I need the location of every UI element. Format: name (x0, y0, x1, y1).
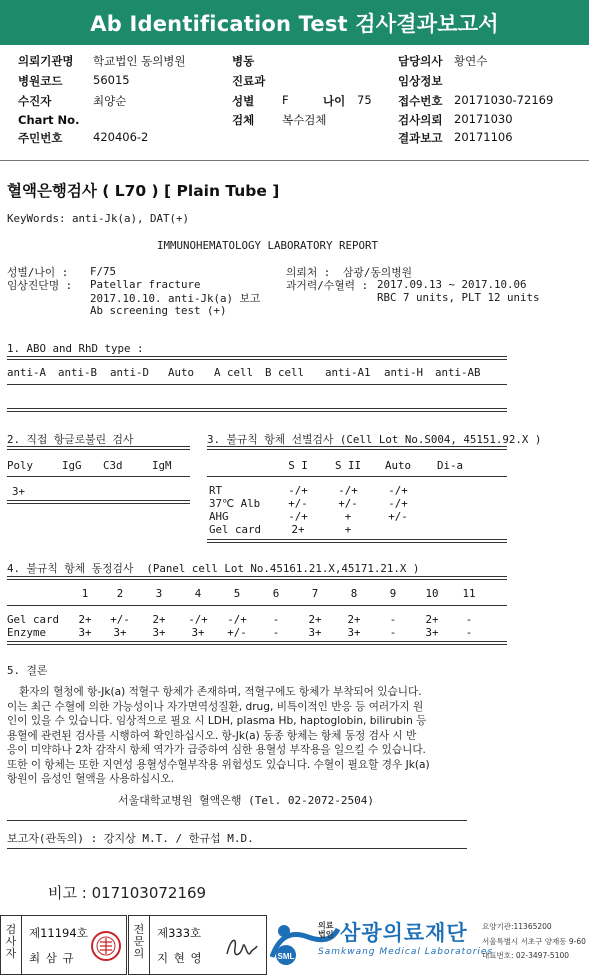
info-label: 의뢰기관명 (18, 54, 74, 68)
conclusion-line: 인이 있을 수 있습니다. 임상적으로 필요 시 LDH, plasma Hb, haptoglobin, bilirubin 등 (7, 715, 427, 727)
conclusion-line: 응이 미약하나 2차 감작시 항체 역가가 급증하여 심한 용혈성 부작용을 일으킬 수 있습니다. (7, 744, 426, 756)
sex-age-label: 성별/나이 : (7, 266, 75, 279)
panel-row-label: Enzyme (7, 626, 47, 639)
logo-text: SML (277, 952, 295, 961)
specialist-license: 제333호 (157, 926, 202, 940)
panel-value: - (465, 626, 473, 639)
org-small-2: 법인 (318, 930, 334, 939)
abo-header: anti-A (7, 366, 47, 379)
screen-header: Auto (384, 459, 411, 472)
screen-value: -/+ (288, 510, 308, 523)
abo-header: anti-D (110, 366, 150, 379)
panel-header: 9 (389, 587, 397, 600)
screen-header: Di-a (436, 459, 463, 472)
panel-value: -/+ (227, 613, 247, 626)
info-label: 병원코드 (18, 74, 63, 88)
diagnosis-line: 2017.10.10. anti-Jk(a) 보고 (90, 292, 261, 305)
panel-header: 3 (155, 587, 163, 600)
conclusion-line: 용혈에 관련된 검사를 시행하여 확인하십시오. 항-Jk(a) 동종 항체는 항체 동정 검사 시 반 (7, 729, 417, 742)
conclusion-line: 환자의 혈청에 항-Jk(a) 적혈구 항체가 존재하며, 적혈구에도 항체가 부착되어 있습니다. (19, 686, 422, 698)
panel-value: 3+ (113, 626, 127, 639)
dat-title: 2. 직접 항글로불린 검사 (7, 433, 134, 446)
signature-line: 서울대학교병원 혈액은행 (Tel. 02-2072-2504) (118, 794, 374, 807)
single-rule (7, 820, 467, 821)
screen-row-label: Gel card (209, 523, 262, 536)
remark: 비고 : 017103072169 (48, 884, 207, 902)
panel-header: 11 (462, 587, 476, 600)
examiner-license: 제11194호 (29, 926, 88, 940)
seal-stamp-icon (90, 930, 122, 962)
history-line: RBC 7 units, PLT 12 units (377, 291, 540, 304)
double-rule (7, 408, 507, 412)
panel-value: 2+ (308, 613, 322, 626)
double-rule (207, 539, 507, 543)
panel-value: 3+ (152, 626, 166, 639)
panel-value: 3+ (191, 626, 205, 639)
panel-value: 3+ (425, 626, 439, 639)
examiner-vertical-label: 검사자 (5, 923, 17, 960)
single-rule (7, 848, 467, 849)
single-rule (207, 476, 507, 477)
abo-header: anti-H (384, 366, 424, 379)
org-code: 요양기관:11365200 (482, 922, 552, 931)
panel-value: +/- (227, 626, 247, 639)
section-title: 혈액은행검사 ( L70 ) [ Plain Tube ] (7, 182, 280, 200)
info-label: 병동 (232, 54, 255, 68)
org-small-1: 의료 (318, 921, 334, 930)
report-title: Ab Identification Test 검사결과보고서 (90, 11, 499, 36)
panel-value: 3+ (78, 626, 92, 639)
info-label: 진료과 (232, 74, 266, 88)
double-rule (7, 576, 507, 580)
dat-header: IgM (152, 459, 172, 472)
single-rule (7, 476, 190, 477)
info-label: 접수번호 (398, 94, 443, 108)
conclusion-text (7, 685, 582, 787)
dat-header: IgG (62, 459, 82, 472)
diagnosis-label: 임상진단명 : (7, 279, 79, 292)
screen-value: -/+ (388, 484, 408, 497)
panel-row-label: Gel card (7, 613, 60, 626)
org-english: Samkwang Medical Laboratories (318, 947, 494, 957)
panel-value: 3+ (347, 626, 361, 639)
org-small-label (318, 921, 333, 939)
examiner-name: 최 삼 규 (29, 951, 75, 965)
info-label: Chart No. (18, 113, 80, 127)
abo-header: anti-B (58, 366, 98, 379)
info-label: 주민번호 (18, 131, 63, 145)
specialist-name: 지 현 영 (157, 951, 203, 965)
panel-header: 4 (194, 587, 202, 600)
referrer-value: 삼광/동의병원 (343, 266, 413, 279)
info-value: 황연수 (454, 54, 488, 68)
screen-header: S II (334, 459, 361, 472)
info-value: F (282, 93, 289, 107)
dat-header: Poly (7, 459, 34, 472)
divider (0, 160, 589, 161)
panel-header: 6 (272, 587, 280, 600)
examiner-box (0, 915, 127, 975)
info-label: 담당의사 (398, 54, 443, 68)
single-rule (7, 605, 507, 606)
info-label: 검체 (232, 113, 255, 127)
screen-row-label: RT (209, 484, 223, 497)
panel-value: 2+ (152, 613, 166, 626)
sex-age-value: F/75 (90, 265, 117, 278)
panel-value: 2+ (347, 613, 361, 626)
dat-header: C3d (103, 459, 123, 472)
panel-value: -/+ (188, 613, 208, 626)
double-rule (7, 446, 190, 450)
double-rule (7, 356, 507, 360)
screen-value: -/+ (388, 497, 408, 510)
info-label: 성별 (232, 94, 255, 108)
double-rule (207, 446, 507, 450)
info-label: 나이 (323, 94, 346, 108)
signature-icon (221, 930, 261, 966)
screen-header: S I (288, 459, 308, 472)
screen-row-label: 37℃ Alb (209, 497, 261, 510)
org-address: 서울특별시 서초구 양재동 9-60 (482, 937, 586, 946)
panel-header: 10 (425, 587, 439, 600)
keywords: KeyWords: anti-Jk(a), DAT(+) (7, 212, 190, 225)
abo-header: anti-AB (435, 366, 481, 379)
reporter: 보고자(관독의) : 강지상 M.T. / 한규섭 M.D. (7, 832, 254, 845)
screen-value: +/- (388, 510, 408, 523)
panel-value: - (272, 626, 280, 639)
history-line: 2017.09.13 ~ 2017.10.06 (377, 278, 527, 291)
single-rule (7, 384, 507, 385)
screen-value: + (344, 523, 352, 536)
double-rule (7, 500, 190, 504)
abo-header: anti-A1 (325, 366, 371, 379)
info-value: 학교법인 동의병원 (93, 54, 186, 68)
abo-header: Auto (168, 366, 195, 379)
screen-value: -/+ (288, 484, 308, 497)
screen-value: 2+ (291, 523, 305, 536)
info-value: 복수검체 (282, 113, 327, 127)
double-rule (7, 641, 507, 645)
panel-value: 3+ (308, 626, 322, 639)
info-label: 수진자 (18, 94, 52, 108)
panel-value: 2+ (78, 613, 92, 626)
diagnosis-line: Patellar fracture (90, 278, 201, 291)
history-label: 과거력/수혈력 : (286, 279, 375, 292)
info-label: 검사의뢰 (398, 113, 443, 127)
info-label: 결과보고 (398, 131, 443, 145)
info-label: 임상정보 (398, 74, 443, 88)
org-name: 삼광의료재단 (340, 921, 468, 945)
screen-row-label: AHG (209, 510, 229, 523)
diagnosis-line: Ab screening test (+) (90, 304, 227, 317)
panel-value: +/- (110, 613, 130, 626)
panel-value: 2+ (425, 613, 439, 626)
screen-value: +/- (288, 497, 308, 510)
screen-value: + (344, 510, 352, 523)
info-value: 56015 (93, 73, 130, 87)
referrer-label: 의뢰처 : (286, 266, 337, 279)
lab-title: IMMUNOHEMATOLOGY LABORATORY REPORT (157, 239, 379, 252)
specialist-box (128, 915, 267, 975)
panel-value: - (389, 613, 397, 626)
conclusion-title: 5. 결론 (7, 664, 48, 677)
dat-value: 3+ (12, 485, 26, 498)
conclusion-line: 또한 이 항체는 또한 지연성 용혈성수혈부작용 위험성도 있습니다. 수혈이 필요할 경우 Jk(a) (7, 758, 430, 771)
info-value: 420406-2 (93, 130, 149, 144)
info-value: 20171030 (454, 112, 513, 126)
panel-value: - (272, 613, 280, 626)
report-header (0, 0, 589, 45)
patient-name: 최양순 (93, 94, 127, 108)
info-value: 20171030-72169 (454, 93, 554, 107)
panel-value: - (389, 626, 397, 639)
abo-header: A cell (214, 366, 254, 379)
panel-title: 4. 불규칙 항체 동정검사 (Panel cell Lot No.45161.21.X,45171.21.X ) (7, 562, 420, 575)
screen-title: 3. 불규칙 항체 선별검사 (Cell Lot No.S004, 45151.92.X ) (207, 433, 542, 446)
specialist-vertical-label: 전문의 (133, 923, 145, 960)
panel-header: 5 (233, 587, 241, 600)
panel-header: 7 (311, 587, 319, 600)
screen-value: +/- (338, 497, 358, 510)
conclusion-line: 항원이 음성인 혈액을 사용하십시오. (7, 773, 174, 785)
panel-header: 2 (116, 587, 124, 600)
panel-value: - (465, 613, 473, 626)
abo-title: 1. ABO and RhD type : (7, 342, 144, 355)
panel-header: 1 (81, 587, 89, 600)
footer (0, 915, 589, 977)
conclusion-line: 이는 최근 수혈에 의한 가능성이나 자가면역성질환, drug, 비특이적인 반응 등 여러가지 원 (7, 700, 424, 713)
panel-header: 8 (350, 587, 358, 600)
info-value: 75 (357, 93, 372, 107)
info-value: 20171106 (454, 130, 513, 144)
abo-header: B cell (265, 366, 305, 379)
org-phone: 대표번호: 02-3497-5100 (482, 951, 570, 960)
screen-value: -/+ (338, 484, 358, 497)
